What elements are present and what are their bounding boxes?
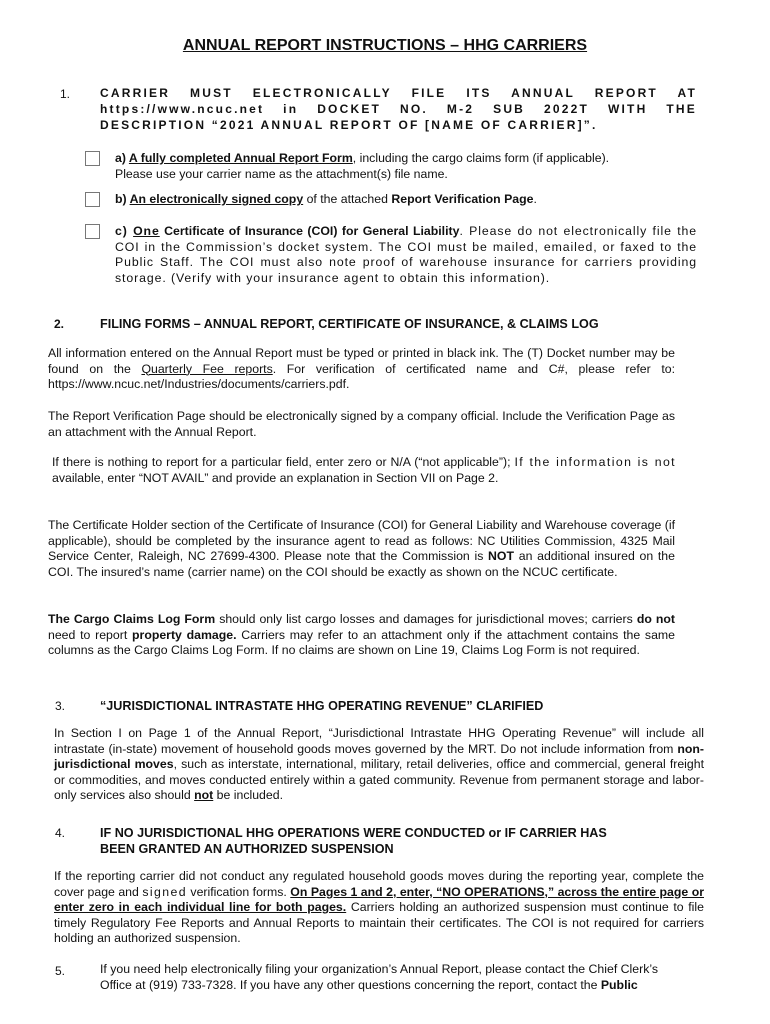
section-2-para-4: The Certificate Holder section of the Certificate of Insurance (COI) for General Liability and Warehouse coverage (if applicable), should be completed by the insurance agent to read as follows: NC Utilities Commission, 4325 Mail Service Center, Raleigh, NC 27699-4300. Please note that the Commission is NOT an additional insured on the COI. The insured’s name (carrier name) on the COI should be exactly as shown on the NCUC certificate. — [48, 518, 675, 579]
item-a-link: A fully completed Annual Report Form — [128, 151, 353, 165]
checkbox-b[interactable] — [85, 192, 100, 207]
item-b: b) An electronically signed copy of the attached Report Verification Page. — [115, 192, 537, 206]
section-1-heading: CARRIER MUST ELECTRONICALLY FILE ITS ANNUAL REPORT AT https://www.ncuc.net in DOCKET NO. M-2 SUB 2022T WITH THE DESCRIPTION “2021 ANNUAL REPORT OF [NAME OF CARRIER]”. — [100, 86, 697, 132]
item-a: a) A fully completed Annual Report Form, including the cargo claims form (if applicable). Please use your carrier name as the attachment(s) file name. — [115, 151, 610, 181]
section-2-para-5: The Cargo Claims Log Form should only list cargo losses and damages for jurisdictional moves; carriers do not need to report property damage. Carriers may refer to an attachment only if the attachment contains the same columns as the Cargo Claims Log Form. If no claims are shown on Line 19, Claims Log Form is not required. — [48, 612, 676, 658]
item-c: c) One Certificate of Insurance (COI) for General Liability. Please do not electronically file the COI in the Commission’s docket system. The COI must be mailed, emailed, or faxed to the Public Staff. The COI must also note proof of warehouse insurance for carriers providing storage. (Verify with your insurance agent to obtain this information). — [115, 224, 697, 285]
item-b-link: An electronically signed copy — [129, 192, 304, 206]
section-4-para: If the reporting carrier did not conduct any regulated household goods moves during the reporting year, complete the cover page and signed verification forms. On Pages 1 and 2, enter, “NO OPERATIONS,” across the entire page or enter zero in each individual line for both pages. Carriers holding an authorized suspension must continue to file timely Regulatory Fee Reports and Annual Reports to maintain their certificates. The COI is not required for carriers holding an authorized suspension. — [54, 869, 704, 946]
section-4-number: 4. — [55, 826, 66, 840]
section-3-number: 3. — [55, 699, 66, 713]
section-2-number: 2. — [54, 317, 65, 331]
section-3-heading: “JURISDICTIONAL INTRASTATE HHG OPERATING REVENUE” CLARIFIED — [100, 699, 544, 713]
section-3-para: In Section I on Page 1 of the Annual Report, “Jurisdictional Intrastate HHG Operating Revenue” will include all intrastate (in-state) movement of household goods moves governed by the MRT. Do not include information from non-jurisdictional moves, such as interstate, international, military, retail deliveries, office and commercial, general freight or commodities, and moves conducted entirely within a gated community. Revenue from permanent storage and labor-only services also should not be included. — [54, 726, 704, 803]
section-5-number: 5. — [55, 964, 66, 978]
section-2-para-1: All information entered on the Annual Report must be typed or printed in black ink. The (T) Docket number may be found on the Quarterly Fee reports. For verification of certificated name and C#, please refer to: https://www.ncuc.net/Industries/documents/carriers.pdf. — [48, 346, 675, 392]
checkbox-a[interactable] — [85, 151, 100, 166]
page-title: ANNUAL REPORT INSTRUCTIONS – HHG CARRIERS — [182, 37, 588, 54]
section-1-number: 1. — [60, 87, 71, 101]
section-2-para-2: The Report Verification Page should be electronically signed by a company official. Include the Verification Page as an attachment with the Annual Report. — [48, 409, 675, 439]
checkbox-c[interactable] — [85, 224, 100, 239]
quarterly-fee-reports-link[interactable]: Quarterly Fee reports — [141, 361, 273, 376]
section-2-heading: FILING FORMS – ANNUAL REPORT, CERTIFICATE OF INSURANCE, & CLAIMS LOG — [100, 317, 599, 331]
section-2-para-3: If there is nothing to report for a particular field, enter zero or N/A (“not applicable”); If the information is not available, enter “NOT AVAIL” and provide an explanation in Section VII on Page 2. — [52, 455, 677, 485]
section-5-para: If you need help electronically filing your organization’s Annual Report, please contact the Chief Clerk’s Office at (919) 733-7328. If you have any other questions concerning the report, contact the Public — [100, 962, 659, 992]
section-4-heading: IF NO JURISDICTIONAL HHG OPERATIONS WERE CONDUCTED or IF CARRIER HAS BEEN GRANTED AN AUTHORIZED SUSPENSION — [100, 826, 607, 856]
